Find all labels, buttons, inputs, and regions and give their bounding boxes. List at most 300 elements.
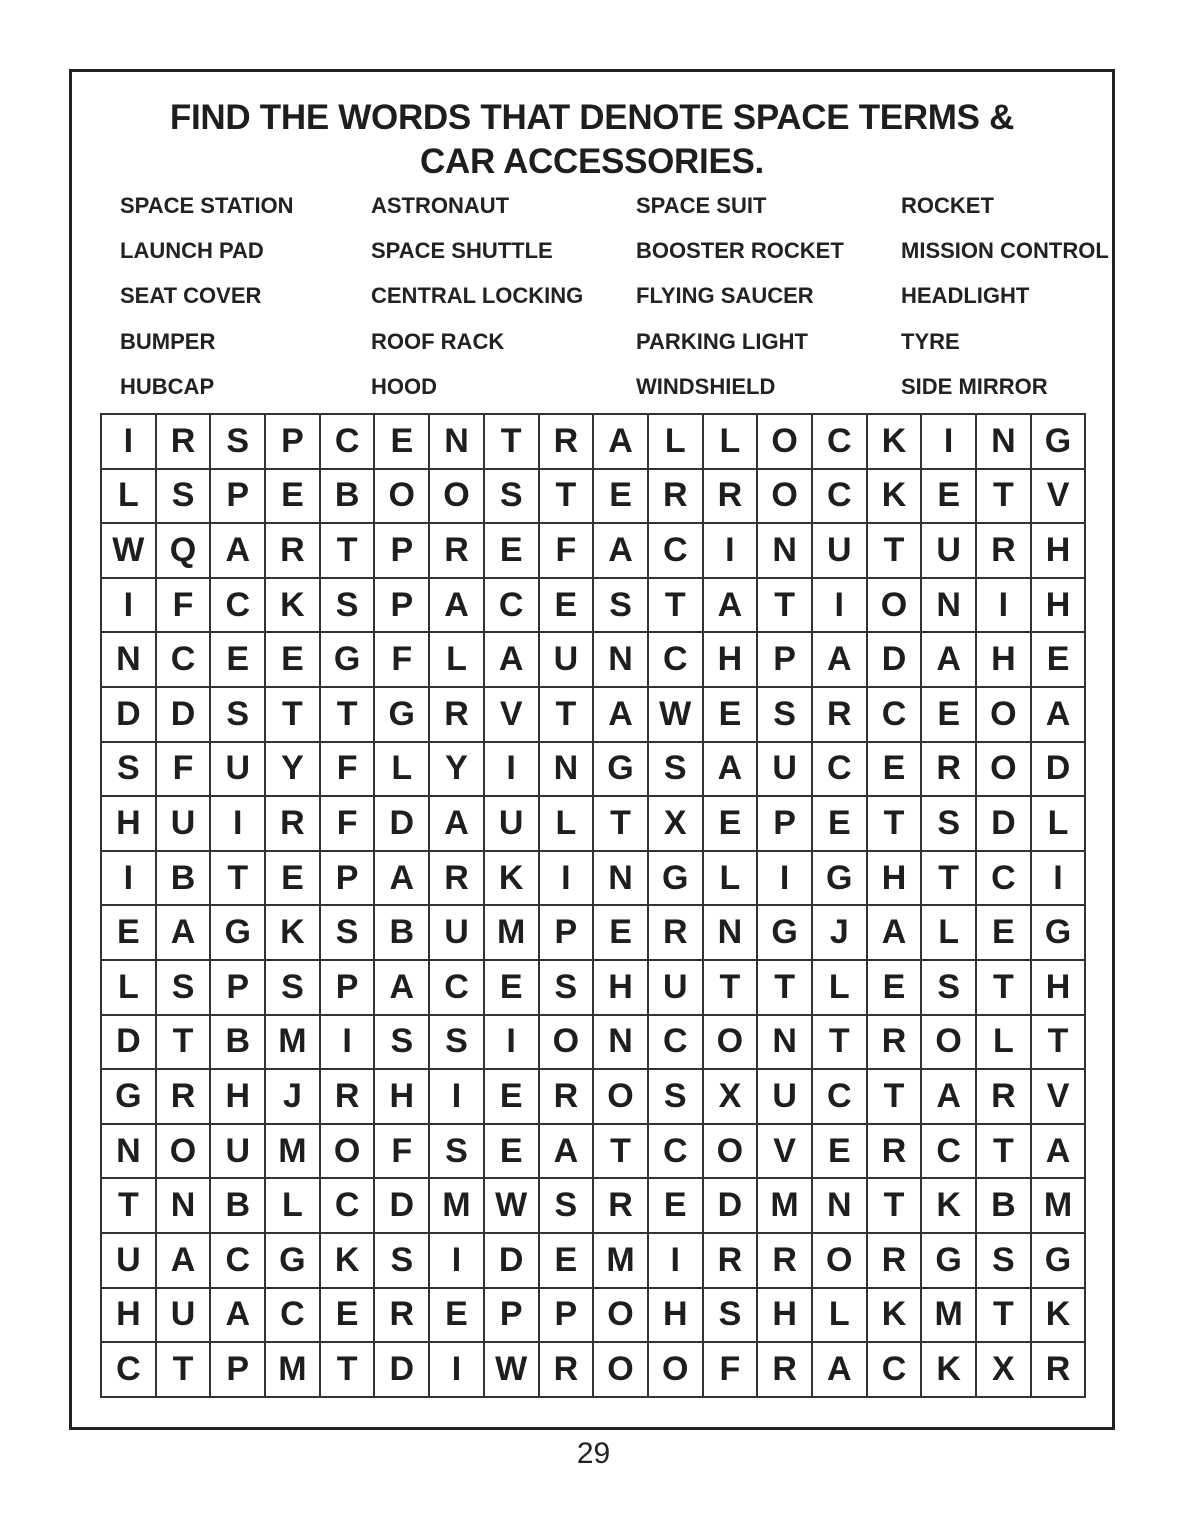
- grid-cell[interactable]: T: [868, 524, 923, 579]
- grid-cell[interactable]: R: [977, 524, 1032, 579]
- grid-cell[interactable]: C: [868, 688, 923, 743]
- grid-cell[interactable]: C: [266, 1289, 321, 1344]
- grid-cell[interactable]: G: [922, 1234, 977, 1289]
- grid-cell[interactable]: H: [594, 961, 649, 1016]
- grid-cell[interactable]: T: [102, 1179, 157, 1234]
- grid-cell[interactable]: H: [977, 633, 1032, 688]
- grid-cell[interactable]: B: [321, 470, 376, 525]
- grid-cell[interactable]: C: [922, 1125, 977, 1180]
- grid-cell[interactable]: O: [813, 1234, 868, 1289]
- grid-cell[interactable]: C: [102, 1343, 157, 1398]
- grid-cell[interactable]: M: [758, 1179, 813, 1234]
- grid-cell[interactable]: C: [868, 1343, 923, 1398]
- grid-cell[interactable]: I: [430, 1343, 485, 1398]
- grid-cell[interactable]: A: [1032, 1125, 1087, 1180]
- grid-cell[interactable]: O: [649, 1343, 704, 1398]
- grid-cell[interactable]: R: [922, 743, 977, 798]
- grid-cell[interactable]: R: [649, 470, 704, 525]
- grid-cell[interactable]: D: [157, 688, 212, 743]
- grid-cell[interactable]: T: [594, 1125, 649, 1180]
- grid-cell[interactable]: L: [704, 852, 759, 907]
- grid-cell[interactable]: M: [485, 906, 540, 961]
- grid-cell[interactable]: P: [211, 470, 266, 525]
- grid-cell[interactable]: K: [266, 906, 321, 961]
- grid-cell[interactable]: C: [430, 961, 485, 1016]
- grid-cell[interactable]: E: [211, 633, 266, 688]
- grid-cell[interactable]: I: [430, 1070, 485, 1125]
- grid-cell[interactable]: G: [649, 852, 704, 907]
- grid-cell[interactable]: R: [758, 1343, 813, 1398]
- grid-cell[interactable]: S: [321, 579, 376, 634]
- grid-cell[interactable]: O: [321, 1125, 376, 1180]
- grid-cell[interactable]: C: [211, 579, 266, 634]
- grid-cell[interactable]: U: [758, 1070, 813, 1125]
- grid-cell[interactable]: F: [157, 579, 212, 634]
- grid-cell[interactable]: F: [540, 524, 595, 579]
- grid-cell[interactable]: N: [540, 743, 595, 798]
- grid-cell[interactable]: D: [868, 633, 923, 688]
- grid-cell[interactable]: P: [485, 1289, 540, 1344]
- grid-cell[interactable]: R: [157, 415, 212, 470]
- grid-cell[interactable]: W: [485, 1343, 540, 1398]
- grid-cell[interactable]: C: [813, 743, 868, 798]
- grid-cell[interactable]: S: [321, 906, 376, 961]
- grid-cell[interactable]: O: [157, 1125, 212, 1180]
- grid-cell[interactable]: A: [430, 797, 485, 852]
- grid-cell[interactable]: I: [102, 415, 157, 470]
- grid-cell[interactable]: C: [321, 1179, 376, 1234]
- grid-cell[interactable]: P: [540, 906, 595, 961]
- grid-cell[interactable]: T: [649, 579, 704, 634]
- grid-cell[interactable]: N: [594, 633, 649, 688]
- grid-cell[interactable]: H: [102, 1289, 157, 1344]
- grid-cell[interactable]: E: [813, 1125, 868, 1180]
- grid-cell[interactable]: C: [211, 1234, 266, 1289]
- grid-cell[interactable]: E: [704, 688, 759, 743]
- grid-cell[interactable]: E: [649, 1179, 704, 1234]
- grid-cell[interactable]: R: [704, 1234, 759, 1289]
- grid-cell[interactable]: E: [485, 524, 540, 579]
- grid-cell[interactable]: P: [375, 524, 430, 579]
- grid-cell[interactable]: O: [758, 470, 813, 525]
- grid-cell[interactable]: W: [102, 524, 157, 579]
- grid-cell[interactable]: A: [813, 1343, 868, 1398]
- grid-cell[interactable]: O: [375, 470, 430, 525]
- grid-cell[interactable]: F: [157, 743, 212, 798]
- grid-cell[interactable]: H: [211, 1070, 266, 1125]
- grid-cell[interactable]: S: [375, 1234, 430, 1289]
- grid-cell[interactable]: R: [430, 852, 485, 907]
- grid-cell[interactable]: V: [1032, 470, 1087, 525]
- grid-cell[interactable]: F: [321, 797, 376, 852]
- grid-cell[interactable]: S: [102, 743, 157, 798]
- grid-cell[interactable]: C: [321, 415, 376, 470]
- grid-cell[interactable]: T: [266, 688, 321, 743]
- grid-cell[interactable]: G: [321, 633, 376, 688]
- grid-cell[interactable]: T: [868, 797, 923, 852]
- grid-cell[interactable]: K: [485, 852, 540, 907]
- grid-cell[interactable]: M: [266, 1343, 321, 1398]
- grid-cell[interactable]: L: [922, 906, 977, 961]
- grid-cell[interactable]: S: [540, 1179, 595, 1234]
- grid-cell[interactable]: L: [813, 961, 868, 1016]
- grid-cell[interactable]: R: [375, 1289, 430, 1344]
- grid-cell[interactable]: T: [868, 1070, 923, 1125]
- grid-cell[interactable]: B: [375, 906, 430, 961]
- grid-cell[interactable]: E: [485, 961, 540, 1016]
- grid-cell[interactable]: H: [704, 633, 759, 688]
- grid-cell[interactable]: K: [868, 415, 923, 470]
- grid-cell[interactable]: R: [1032, 1343, 1087, 1398]
- grid-cell[interactable]: T: [977, 1289, 1032, 1344]
- grid-cell[interactable]: T: [977, 470, 1032, 525]
- grid-cell[interactable]: E: [485, 1125, 540, 1180]
- grid-cell[interactable]: L: [704, 415, 759, 470]
- grid-cell[interactable]: A: [211, 524, 266, 579]
- grid-cell[interactable]: U: [813, 524, 868, 579]
- grid-cell[interactable]: R: [868, 1016, 923, 1071]
- grid-cell[interactable]: X: [649, 797, 704, 852]
- grid-cell[interactable]: S: [649, 743, 704, 798]
- grid-cell[interactable]: V: [758, 1125, 813, 1180]
- grid-cell[interactable]: A: [540, 1125, 595, 1180]
- grid-cell[interactable]: I: [649, 1234, 704, 1289]
- grid-cell[interactable]: T: [211, 852, 266, 907]
- grid-cell[interactable]: C: [813, 415, 868, 470]
- grid-cell[interactable]: T: [813, 1016, 868, 1071]
- grid-cell[interactable]: R: [594, 1179, 649, 1234]
- grid-cell[interactable]: S: [758, 688, 813, 743]
- grid-cell[interactable]: I: [211, 797, 266, 852]
- grid-cell[interactable]: G: [102, 1070, 157, 1125]
- grid-cell[interactable]: K: [266, 579, 321, 634]
- grid-cell[interactable]: F: [375, 1125, 430, 1180]
- grid-cell[interactable]: G: [758, 906, 813, 961]
- grid-cell[interactable]: P: [375, 579, 430, 634]
- grid-cell[interactable]: M: [594, 1234, 649, 1289]
- grid-cell[interactable]: E: [594, 906, 649, 961]
- grid-cell[interactable]: O: [977, 743, 1032, 798]
- grid-cell[interactable]: S: [157, 961, 212, 1016]
- grid-cell[interactable]: L: [102, 470, 157, 525]
- grid-cell[interactable]: I: [758, 852, 813, 907]
- grid-cell[interactable]: K: [868, 470, 923, 525]
- grid-cell[interactable]: B: [157, 852, 212, 907]
- grid-cell[interactable]: R: [758, 1234, 813, 1289]
- grid-cell[interactable]: N: [594, 852, 649, 907]
- grid-cell[interactable]: T: [977, 961, 1032, 1016]
- grid-cell[interactable]: G: [813, 852, 868, 907]
- grid-cell[interactable]: L: [649, 415, 704, 470]
- grid-cell[interactable]: T: [594, 797, 649, 852]
- grid-cell[interactable]: A: [485, 633, 540, 688]
- grid-cell[interactable]: N: [758, 1016, 813, 1071]
- grid-cell[interactable]: K: [922, 1343, 977, 1398]
- grid-cell[interactable]: B: [211, 1179, 266, 1234]
- grid-cell[interactable]: D: [977, 797, 1032, 852]
- grid-cell[interactable]: I: [977, 579, 1032, 634]
- grid-cell[interactable]: U: [758, 743, 813, 798]
- grid-cell[interactable]: L: [266, 1179, 321, 1234]
- grid-cell[interactable]: I: [540, 852, 595, 907]
- grid-cell[interactable]: E: [321, 1289, 376, 1344]
- grid-cell[interactable]: S: [266, 961, 321, 1016]
- grid-cell[interactable]: Y: [266, 743, 321, 798]
- grid-cell[interactable]: N: [102, 633, 157, 688]
- grid-cell[interactable]: I: [102, 579, 157, 634]
- grid-cell[interactable]: U: [211, 1125, 266, 1180]
- grid-cell[interactable]: O: [540, 1016, 595, 1071]
- grid-cell[interactable]: R: [649, 906, 704, 961]
- grid-cell[interactable]: E: [594, 470, 649, 525]
- grid-cell[interactable]: T: [758, 579, 813, 634]
- grid-cell[interactable]: K: [321, 1234, 376, 1289]
- grid-cell[interactable]: E: [922, 688, 977, 743]
- grid-cell[interactable]: L: [813, 1289, 868, 1344]
- grid-cell[interactable]: S: [594, 579, 649, 634]
- grid-cell[interactable]: G: [266, 1234, 321, 1289]
- grid-cell[interactable]: G: [1032, 415, 1087, 470]
- grid-cell[interactable]: R: [704, 470, 759, 525]
- grid-cell[interactable]: A: [704, 579, 759, 634]
- grid-cell[interactable]: T: [704, 961, 759, 1016]
- grid-cell[interactable]: A: [375, 852, 430, 907]
- grid-cell[interactable]: L: [977, 1016, 1032, 1071]
- grid-cell[interactable]: C: [649, 633, 704, 688]
- grid-cell[interactable]: N: [977, 415, 1032, 470]
- grid-cell[interactable]: H: [1032, 961, 1087, 1016]
- grid-cell[interactable]: O: [594, 1343, 649, 1398]
- grid-cell[interactable]: T: [540, 470, 595, 525]
- grid-cell[interactable]: D: [485, 1234, 540, 1289]
- grid-cell[interactable]: E: [813, 797, 868, 852]
- grid-cell[interactable]: H: [1032, 524, 1087, 579]
- grid-cell[interactable]: T: [485, 415, 540, 470]
- grid-cell[interactable]: M: [266, 1125, 321, 1180]
- grid-cell[interactable]: G: [594, 743, 649, 798]
- grid-cell[interactable]: R: [540, 415, 595, 470]
- grid-cell[interactable]: O: [594, 1070, 649, 1125]
- grid-cell[interactable]: T: [868, 1179, 923, 1234]
- grid-cell[interactable]: W: [649, 688, 704, 743]
- grid-cell[interactable]: D: [375, 797, 430, 852]
- grid-cell[interactable]: E: [868, 743, 923, 798]
- grid-cell[interactable]: H: [649, 1289, 704, 1344]
- grid-cell[interactable]: H: [102, 797, 157, 852]
- grid-cell[interactable]: H: [868, 852, 923, 907]
- grid-cell[interactable]: T: [1032, 1016, 1087, 1071]
- grid-cell[interactable]: H: [758, 1289, 813, 1344]
- grid-cell[interactable]: T: [321, 688, 376, 743]
- grid-cell[interactable]: D: [102, 688, 157, 743]
- grid-cell[interactable]: C: [157, 633, 212, 688]
- grid-cell[interactable]: R: [321, 1070, 376, 1125]
- grid-cell[interactable]: E: [540, 1234, 595, 1289]
- grid-cell[interactable]: P: [211, 961, 266, 1016]
- grid-cell[interactable]: D: [704, 1179, 759, 1234]
- grid-cell[interactable]: S: [649, 1070, 704, 1125]
- grid-cell[interactable]: C: [485, 579, 540, 634]
- grid-cell[interactable]: P: [266, 415, 321, 470]
- grid-cell[interactable]: T: [157, 1343, 212, 1398]
- grid-cell[interactable]: S: [375, 1016, 430, 1071]
- grid-cell[interactable]: O: [977, 688, 1032, 743]
- grid-cell[interactable]: H: [1032, 579, 1087, 634]
- grid-cell[interactable]: A: [594, 688, 649, 743]
- grid-cell[interactable]: O: [758, 415, 813, 470]
- grid-cell[interactable]: D: [375, 1179, 430, 1234]
- grid-cell[interactable]: E: [704, 797, 759, 852]
- grid-cell[interactable]: R: [430, 524, 485, 579]
- grid-cell[interactable]: T: [758, 961, 813, 1016]
- grid-cell[interactable]: R: [157, 1070, 212, 1125]
- grid-cell[interactable]: E: [102, 906, 157, 961]
- grid-cell[interactable]: P: [321, 852, 376, 907]
- grid-cell[interactable]: D: [375, 1343, 430, 1398]
- grid-cell[interactable]: N: [813, 1179, 868, 1234]
- grid-cell[interactable]: A: [594, 415, 649, 470]
- grid-cell[interactable]: S: [430, 1016, 485, 1071]
- grid-cell[interactable]: G: [211, 906, 266, 961]
- grid-cell[interactable]: E: [922, 470, 977, 525]
- grid-cell[interactable]: I: [922, 415, 977, 470]
- grid-cell[interactable]: A: [922, 633, 977, 688]
- grid-cell[interactable]: T: [540, 688, 595, 743]
- grid-cell[interactable]: A: [922, 1070, 977, 1125]
- grid-cell[interactable]: I: [813, 579, 868, 634]
- grid-cell[interactable]: R: [540, 1343, 595, 1398]
- grid-cell[interactable]: K: [922, 1179, 977, 1234]
- grid-cell[interactable]: Q: [157, 524, 212, 579]
- grid-cell[interactable]: A: [1032, 688, 1087, 743]
- grid-cell[interactable]: A: [813, 633, 868, 688]
- grid-cell[interactable]: V: [485, 688, 540, 743]
- grid-cell[interactable]: V: [1032, 1070, 1087, 1125]
- grid-cell[interactable]: A: [594, 524, 649, 579]
- grid-cell[interactable]: U: [211, 743, 266, 798]
- grid-cell[interactable]: U: [649, 961, 704, 1016]
- grid-cell[interactable]: A: [704, 743, 759, 798]
- grid-cell[interactable]: E: [540, 579, 595, 634]
- grid-cell[interactable]: I: [1032, 852, 1087, 907]
- grid-cell[interactable]: C: [813, 470, 868, 525]
- grid-cell[interactable]: R: [540, 1070, 595, 1125]
- grid-cell[interactable]: R: [430, 688, 485, 743]
- grid-cell[interactable]: N: [922, 579, 977, 634]
- grid-cell[interactable]: U: [485, 797, 540, 852]
- grid-cell[interactable]: J: [266, 1070, 321, 1125]
- grid-cell[interactable]: G: [1032, 906, 1087, 961]
- grid-cell[interactable]: E: [266, 633, 321, 688]
- grid-cell[interactable]: P: [758, 633, 813, 688]
- grid-cell[interactable]: O: [922, 1016, 977, 1071]
- grid-cell[interactable]: U: [922, 524, 977, 579]
- grid-cell[interactable]: C: [977, 852, 1032, 907]
- grid-cell[interactable]: O: [868, 579, 923, 634]
- grid-cell[interactable]: C: [649, 524, 704, 579]
- grid-cell[interactable]: O: [704, 1125, 759, 1180]
- grid-cell[interactable]: Y: [430, 743, 485, 798]
- grid-cell[interactable]: E: [266, 470, 321, 525]
- grid-cell[interactable]: O: [594, 1289, 649, 1344]
- grid-cell[interactable]: E: [375, 415, 430, 470]
- grid-cell[interactable]: B: [211, 1016, 266, 1071]
- grid-cell[interactable]: S: [430, 1125, 485, 1180]
- grid-cell[interactable]: U: [430, 906, 485, 961]
- grid-cell[interactable]: E: [430, 1289, 485, 1344]
- grid-cell[interactable]: G: [1032, 1234, 1087, 1289]
- grid-cell[interactable]: N: [430, 415, 485, 470]
- grid-cell[interactable]: S: [211, 415, 266, 470]
- grid-cell[interactable]: S: [704, 1289, 759, 1344]
- grid-cell[interactable]: S: [922, 797, 977, 852]
- grid-cell[interactable]: E: [266, 852, 321, 907]
- grid-cell[interactable]: U: [540, 633, 595, 688]
- grid-cell[interactable]: L: [430, 633, 485, 688]
- grid-cell[interactable]: I: [704, 524, 759, 579]
- grid-cell[interactable]: G: [375, 688, 430, 743]
- grid-cell[interactable]: M: [430, 1179, 485, 1234]
- grid-cell[interactable]: D: [102, 1016, 157, 1071]
- grid-cell[interactable]: E: [485, 1070, 540, 1125]
- grid-cell[interactable]: R: [813, 688, 868, 743]
- grid-cell[interactable]: L: [1032, 797, 1087, 852]
- grid-cell[interactable]: U: [157, 1289, 212, 1344]
- grid-cell[interactable]: T: [321, 1343, 376, 1398]
- grid-cell[interactable]: H: [375, 1070, 430, 1125]
- grid-cell[interactable]: A: [157, 1234, 212, 1289]
- grid-cell[interactable]: T: [157, 1016, 212, 1071]
- grid-cell[interactable]: U: [102, 1234, 157, 1289]
- grid-cell[interactable]: W: [485, 1179, 540, 1234]
- grid-cell[interactable]: M: [266, 1016, 321, 1071]
- grid-cell[interactable]: A: [375, 961, 430, 1016]
- grid-cell[interactable]: E: [868, 961, 923, 1016]
- grid-cell[interactable]: R: [868, 1125, 923, 1180]
- grid-cell[interactable]: A: [157, 906, 212, 961]
- grid-cell[interactable]: F: [375, 633, 430, 688]
- grid-cell[interactable]: E: [1032, 633, 1087, 688]
- grid-cell[interactable]: R: [266, 797, 321, 852]
- grid-cell[interactable]: L: [540, 797, 595, 852]
- grid-cell[interactable]: S: [211, 688, 266, 743]
- grid-cell[interactable]: U: [157, 797, 212, 852]
- grid-cell[interactable]: S: [977, 1234, 1032, 1289]
- grid-cell[interactable]: T: [977, 1125, 1032, 1180]
- grid-cell[interactable]: M: [922, 1289, 977, 1344]
- grid-cell[interactable]: N: [157, 1179, 212, 1234]
- grid-cell[interactable]: R: [266, 524, 321, 579]
- grid-cell[interactable]: I: [430, 1234, 485, 1289]
- grid-cell[interactable]: O: [430, 470, 485, 525]
- grid-cell[interactable]: C: [649, 1125, 704, 1180]
- grid-cell[interactable]: X: [977, 1343, 1032, 1398]
- grid-cell[interactable]: P: [540, 1289, 595, 1344]
- grid-cell[interactable]: L: [102, 961, 157, 1016]
- grid-cell[interactable]: I: [102, 852, 157, 907]
- grid-cell[interactable]: I: [321, 1016, 376, 1071]
- grid-cell[interactable]: A: [211, 1289, 266, 1344]
- grid-cell[interactable]: N: [704, 906, 759, 961]
- grid-cell[interactable]: A: [868, 906, 923, 961]
- grid-cell[interactable]: C: [813, 1070, 868, 1125]
- grid-cell[interactable]: S: [540, 961, 595, 1016]
- grid-cell[interactable]: T: [321, 524, 376, 579]
- grid-cell[interactable]: N: [102, 1125, 157, 1180]
- grid-cell[interactable]: I: [485, 1016, 540, 1071]
- grid-cell[interactable]: R: [868, 1234, 923, 1289]
- grid-cell[interactable]: X: [704, 1070, 759, 1125]
